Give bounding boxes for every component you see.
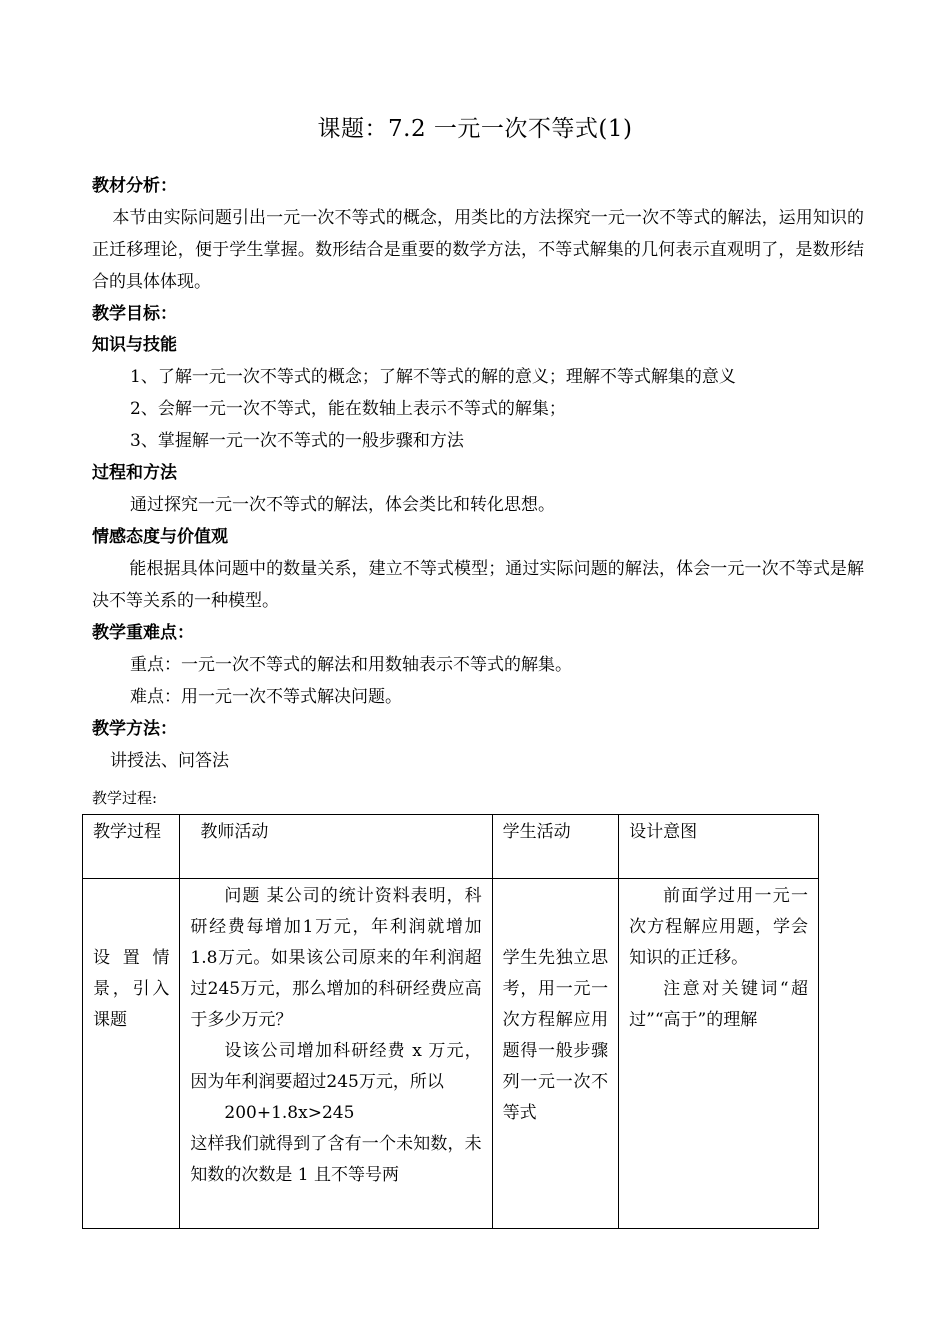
teacher-formula: 200+1.8x>245	[224, 1103, 355, 1123]
header-stage: 教学过程	[83, 815, 180, 879]
method-text: 讲授法、问答法	[110, 751, 229, 771]
cell-student: 学生先独立思考，用一元一次方程解应用题得一般步骤列一元一次不等式	[492, 879, 619, 1229]
knowledge-item: 1、了解一元一次不等式的概念；了解不等式的解的意义；理解不等式解集的意义	[130, 367, 736, 387]
cell-design	[619, 879, 819, 1229]
knowledge-item: 3、掌握解一元一次不等式的一般步骤和方法	[130, 431, 464, 451]
teaching-process-table	[82, 814, 819, 1229]
page-title: 课题：7.2 一元一次不等式(1)	[317, 116, 633, 142]
difficult-point: 难点：用一元一次不等式解决问题。	[130, 687, 402, 707]
teacher-paragraph: 这样我们就得到了含有一个未知数，未知数的次数是 1 且不等号两	[190, 1134, 482, 1185]
table-row	[83, 879, 819, 1229]
knowledge-item: 2、会解一元一次不等式，能在数轴上表示不等式的解集；	[130, 399, 566, 419]
cell-stage: 设置情景，引入课题	[83, 879, 180, 1229]
cell-teacher	[180, 879, 492, 1229]
keypoints-heading: 教学重难点：	[92, 623, 194, 643]
knowledge-heading: 知识与技能	[92, 335, 177, 355]
analysis-text: 本节由实际问题引出一元一次不等式的概念，用类比的方法探究一元一次不等式的解法，运用知识的正迁移理论，便于学生掌握。数形结合是重要的数学方法，不等式解集的几何表示直观明了，是数形结合的具体体现。	[92, 208, 864, 292]
emotion-text: 能根据具体问题中的数量关系，建立不等式模型；通过实际问题的解法，体会一元一次不等式是解决不等关系的一种模型。	[92, 559, 864, 611]
analysis-heading: 教材分析：	[92, 176, 177, 196]
teacher-paragraph: 设该公司增加科研经费 x 万元，因为年利润要超过245万元，所以	[190, 1041, 482, 1092]
teaching-process-label: 教学过程:	[92, 789, 158, 807]
method-heading: 教学方法：	[92, 719, 177, 739]
design-paragraph: 前面学过用一元一次方程解应用题，学会知识的正迁移。	[629, 886, 808, 968]
design-paragraph: 注意对关键词“超过”“高于”的理解	[629, 979, 808, 1030]
teacher-paragraph: 问题 某公司的统计资料表明，科研经费每增加1万元，年利润就增加1.8万元。如果该公司原来的年利润超过245万元，那么增加的科研经费应高于多少万元？	[190, 886, 482, 1030]
table-header-row	[83, 815, 819, 879]
key-point: 重点：一元一次不等式的解法和用数轴表示不等式的解集。	[130, 655, 572, 675]
goals-heading: 教学目标：	[92, 304, 177, 324]
header-teacher: 教师活动	[180, 815, 492, 879]
process-text: 通过探究一元一次不等式的解法，体会类比和转化思想。	[130, 495, 555, 515]
header-design: 设计意图	[619, 815, 819, 879]
process-heading: 过程和方法	[92, 463, 177, 483]
emotion-heading: 情感态度与价值观	[92, 527, 228, 547]
header-student: 学生活动	[492, 815, 619, 879]
